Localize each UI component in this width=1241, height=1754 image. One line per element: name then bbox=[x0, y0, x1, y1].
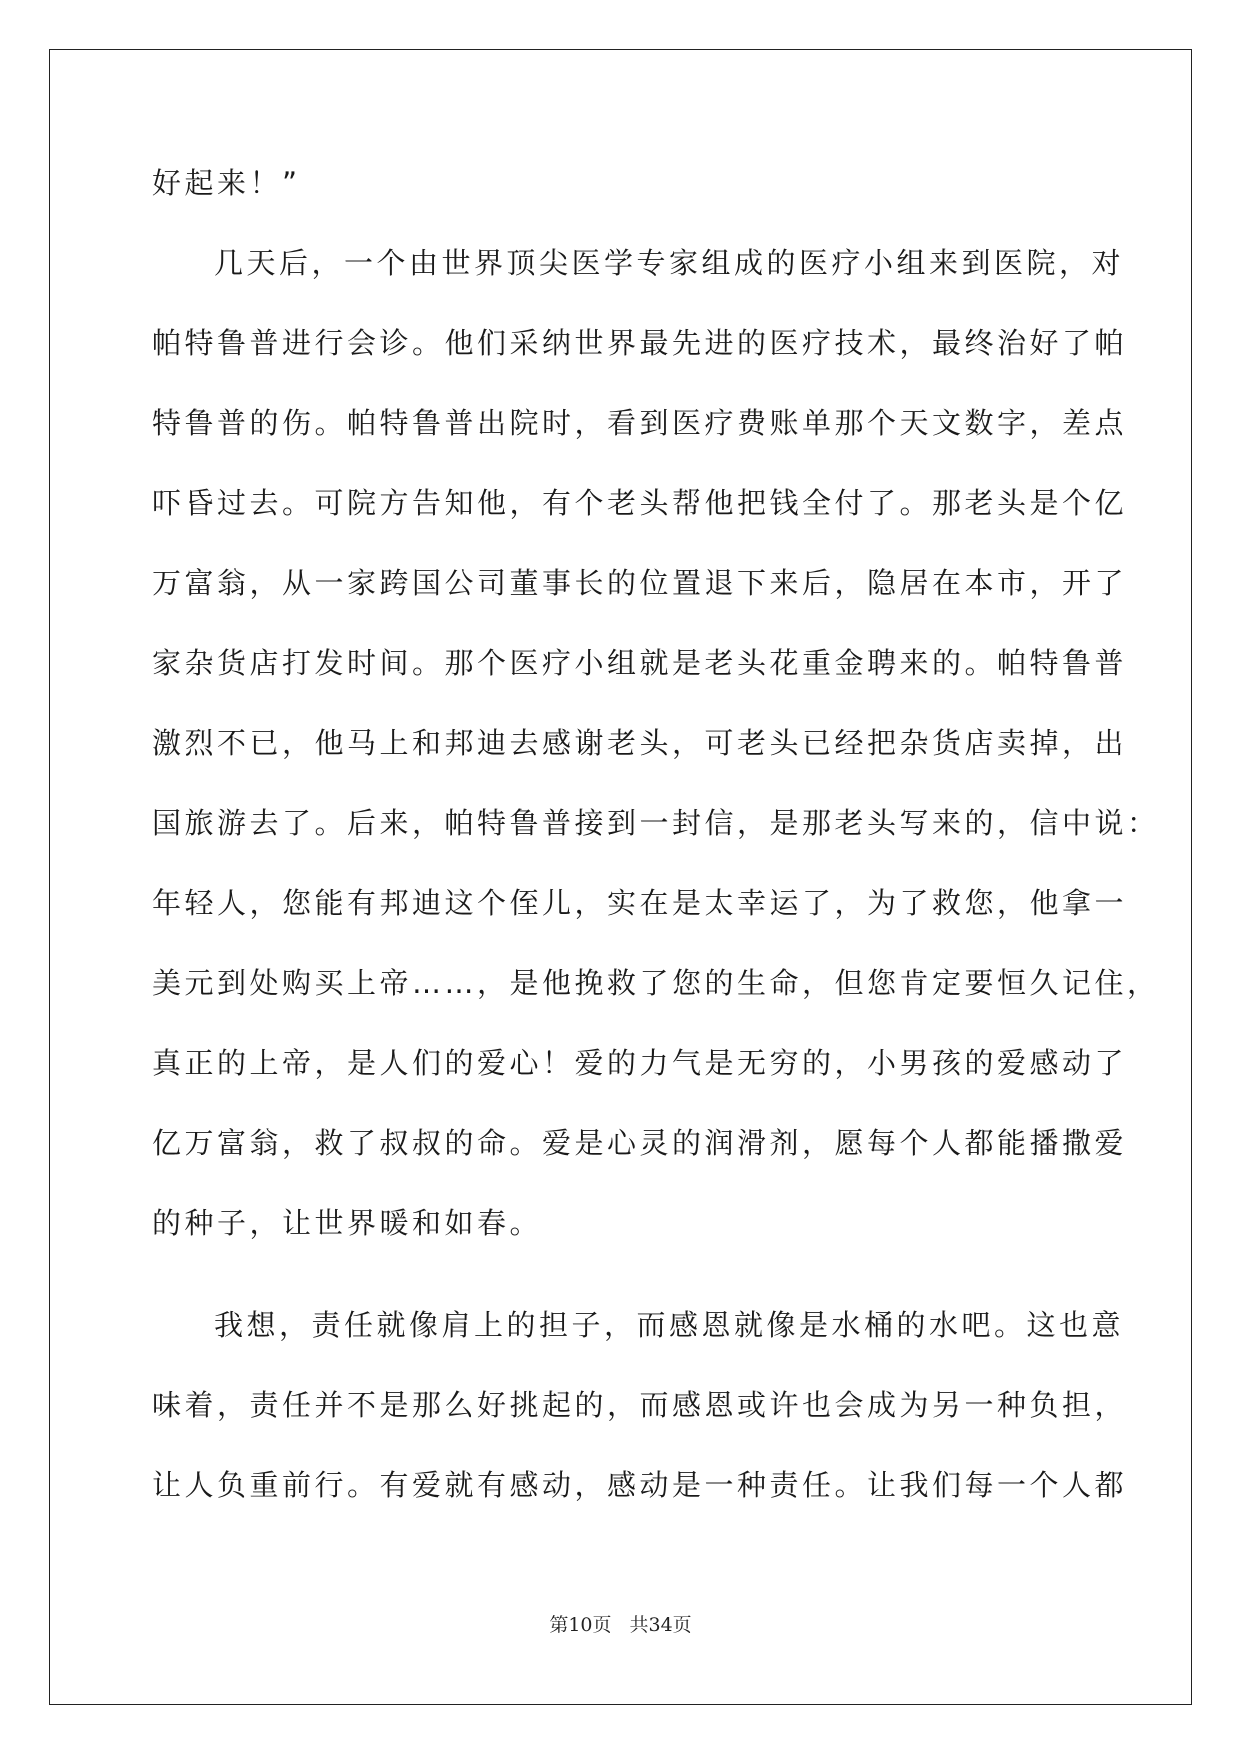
text-line: 的种子，让世界暖和如春。 bbox=[152, 1206, 543, 1240]
text-line: 几天后，一个由世界顶尖医学专家组成的医疗小组来到医院，对 bbox=[214, 246, 1125, 280]
text-line: 年轻人，您能有邦迪这个侄儿，实在是太幸运了，为了救您，他拿一 bbox=[152, 886, 1128, 920]
text-line: 真正的上帝，是人们的爱心！爱的力气是无穷的，小男孩的爱感动了 bbox=[152, 1046, 1128, 1080]
text-line: 帕特鲁普进行会诊。他们采纳世界最先进的医疗技术，最终治好了帕 bbox=[152, 326, 1128, 360]
text-line: 国旅游去了。后来，帕特鲁普接到一封信，是那老头写来的，信中说： bbox=[152, 806, 1160, 840]
text-line: 家杂货店打发时间。那个医疗小组就是老头花重金聘来的。帕特鲁普 bbox=[152, 646, 1128, 680]
text-line: 吓昏过去。可院方告知他，有个老头帮他把钱全付了。那老头是个亿 bbox=[152, 486, 1128, 520]
text-line: 激烈不已，他马上和邦迪去感谢老头，可老头已经把杂货店卖掉，出 bbox=[152, 726, 1128, 760]
text-line: 味着，责任并不是那么好挑起的，而感恩或许也会成为另一种负担， bbox=[152, 1388, 1128, 1422]
text-line: 好起来！” bbox=[152, 166, 301, 200]
text-line: 亿万富翁，救了叔叔的命。爱是心灵的润滑剂，愿每个人都能播撒爱 bbox=[152, 1126, 1128, 1160]
text-line: 让人负重前行。有爱就有感动，感动是一种责任。让我们每一个人都 bbox=[152, 1468, 1128, 1502]
page-number-total: 共34页 bbox=[629, 1614, 692, 1636]
text-line: 特鲁普的伤。帕特鲁普出院时，看到医疗费账单那个天文数字，差点 bbox=[152, 406, 1128, 440]
document-body bbox=[152, 158, 1160, 1540]
text-line: 万富翁，从一家跨国公司董事长的位置退下来后，隐居在本市，开了 bbox=[152, 566, 1128, 600]
text-line: 我想，责任就像肩上的担子，而感恩就像是水桶的水吧。这也意 bbox=[214, 1308, 1125, 1342]
page-number-current: 第10页 bbox=[549, 1614, 612, 1636]
page-footer bbox=[0, 1610, 1241, 1637]
text-line: 美元到处购买上帝……，是他挽救了您的生命，但您肯定要恒久记住， bbox=[152, 966, 1160, 1000]
